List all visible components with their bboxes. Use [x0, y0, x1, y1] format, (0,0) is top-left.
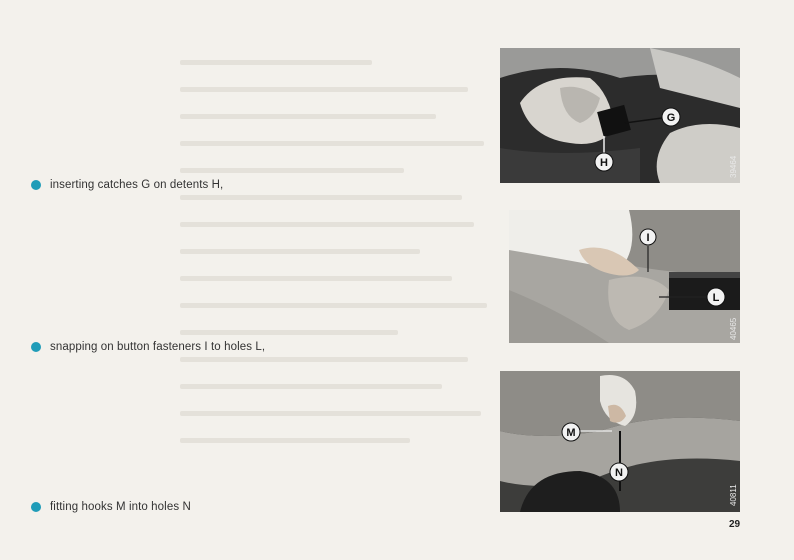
bullet-icon	[31, 342, 41, 352]
label-m: M	[566, 427, 576, 439]
photo-button-fasteners	[509, 210, 740, 343]
bullet-icon	[31, 180, 41, 190]
bleed-through-background	[180, 60, 500, 500]
bullet-icon	[31, 502, 41, 512]
page-number: 29	[729, 519, 741, 530]
instruction-text: fitting hooks M into holes N	[50, 501, 191, 513]
photo-hooks-holes	[500, 371, 740, 512]
label-n: N	[615, 467, 623, 479]
photo-reference-number: 39464	[729, 155, 738, 178]
label-h: H	[600, 157, 608, 169]
label-l: L	[712, 292, 720, 304]
label-i: I	[646, 232, 650, 244]
photo-reference-number: 40811	[729, 484, 738, 506]
label-g: G	[666, 112, 676, 124]
photo-catches-detents	[500, 48, 740, 183]
instruction-text: snapping on button fasteners I to holes L,	[50, 341, 266, 353]
instruction-text: inserting catches G on detents H,	[50, 179, 224, 191]
instruction-item-1	[31, 179, 223, 191]
photo-reference-number: 40465	[729, 317, 738, 340]
instruction-item-2	[31, 341, 265, 353]
instruction-item-3	[31, 501, 191, 513]
